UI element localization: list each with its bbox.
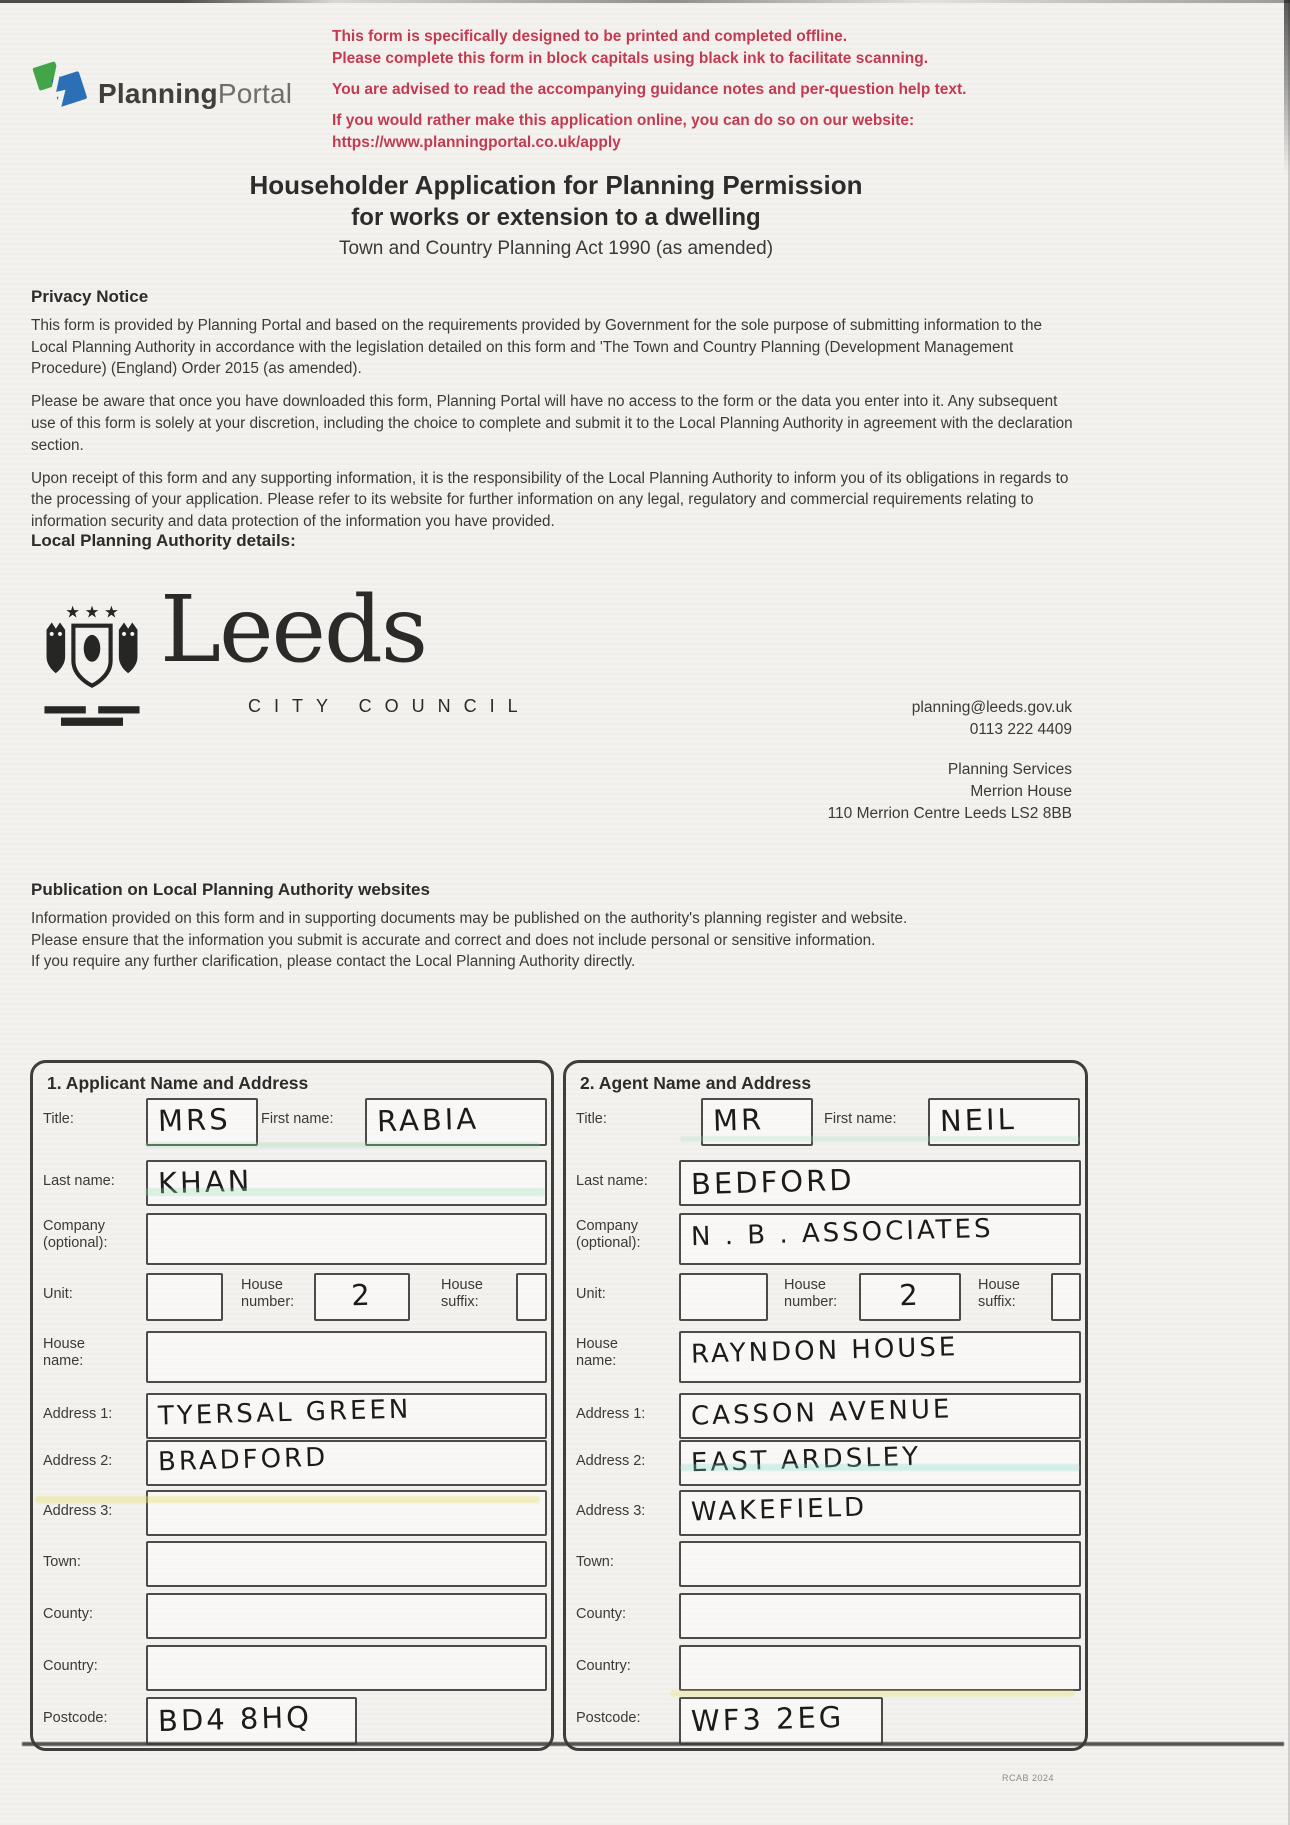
agent-company-field[interactable] [679, 1213, 1081, 1265]
label-line: House [978, 1277, 1020, 1293]
scan-artifact [670, 1690, 1075, 1697]
field-label-town: Town: [43, 1554, 81, 1570]
field-label-house-number [784, 1277, 837, 1311]
planning-portal-wordmark [98, 78, 292, 110]
leeds-crest-icon [30, 598, 154, 738]
handwritten-value: BD4 8HQ [157, 1699, 313, 1739]
field-label-first-name: First name: [261, 1111, 334, 1127]
privacy-paragraph: Please be aware that once you have downloaded this form, Planning Portal will have no access to the form or the data you enter into it. Any subsequent use of this form is solely at your discretion, including the choice to complete and submit it to the Local Planning Authority in agreement with the declaration section. [31, 393, 1073, 454]
field-label-house-suffix [978, 1277, 1020, 1311]
agent-section [563, 1060, 1088, 1751]
notice-line: Please complete this form in block capitals using black ink to facilitate scanning. [332, 50, 929, 67]
applicant-address2-field[interactable] [146, 1440, 547, 1486]
brand-light: Portal [217, 78, 293, 109]
brand-bold: Planning [98, 78, 218, 109]
handwritten-value: MRS [157, 1101, 232, 1139]
planning-portal-logo-icon [28, 52, 94, 122]
field-label-address3: Address 3: [43, 1503, 113, 1519]
agent-address2-field[interactable] [679, 1440, 1081, 1486]
applicant-house-suffix-field[interactable] [516, 1273, 547, 1321]
label-line: House [241, 1277, 283, 1293]
field-label-postcode: Postcode: [43, 1710, 108, 1726]
title-line-3: Town and Country Planning Act 1990 (as amended) [338, 238, 774, 259]
publication-line: Please ensure that the information you submit is accurate and correct and does not include personal or sensitive information. [31, 931, 876, 949]
apply-online-url: https://www.planningportal.co.uk/apply [332, 134, 621, 151]
field-label-country: Country: [576, 1658, 631, 1674]
lpa-address-line: Merrion House [970, 783, 1072, 800]
label-line: Company [43, 1218, 106, 1234]
privacy-paragraph: Upon receipt of this form and any supporting information, it is the responsibility of the Local Planning Authority to inform you of its obligations in regards to the processing of your application. Please refer to its website for further information on any legal, regulatory and commercial requirements relating to information security and data protection of the information you have provided. [31, 469, 1069, 531]
field-label-unit: Unit: [576, 1286, 606, 1302]
field-label-house-name [576, 1336, 618, 1370]
field-label-last-name: Last name: [576, 1173, 648, 1189]
agent-last-name-field[interactable] [679, 1160, 1081, 1206]
field-label-address3: Address 3: [576, 1503, 646, 1519]
handwritten-value: RAYNDON HOUSE [690, 1332, 959, 1370]
scan-artifact [145, 1142, 540, 1148]
applicant-county-field[interactable] [146, 1593, 547, 1639]
label-line: (optional): [43, 1235, 108, 1251]
agent-house-suffix-field[interactable] [1051, 1273, 1081, 1321]
lpa-details-heading: Local Planning Authority details: [31, 531, 296, 550]
field-label-company [43, 1218, 107, 1252]
lpa-address-line: Planning Services [947, 761, 1072, 778]
field-label-house-suffix [441, 1277, 483, 1311]
handwritten-value: BRADFORD [157, 1442, 329, 1478]
form-code: RCAB 2024 [1002, 1773, 1055, 1783]
publication-line: If you require any further clarification, please contact the Local Planning Authority directly. [31, 953, 636, 971]
agent-country-field[interactable] [679, 1645, 1081, 1691]
applicant-town-field[interactable] [146, 1541, 547, 1587]
handwritten-value: N . B . ASSOCIATES [690, 1213, 994, 1253]
label-line: number: [784, 1294, 838, 1310]
scan-artifact [0, 0, 1290, 3]
agent-address3-field[interactable] [679, 1490, 1081, 1536]
applicant-section [30, 1060, 554, 1751]
handwritten-value: WF3 2EG [690, 1699, 845, 1739]
lpa-email: planning@leeds.gov.uk [911, 699, 1072, 716]
handwritten-value: MR [712, 1102, 765, 1138]
document-title [0, 170, 1112, 260]
offline-notice-block [332, 26, 1062, 154]
applicant-company-field[interactable] [146, 1213, 547, 1265]
applicant-country-field[interactable] [146, 1645, 547, 1691]
notice-line: You are advised to read the accompanying guidance notes and per-question help text. [332, 81, 967, 98]
label-line: House [576, 1336, 618, 1352]
title-line-1: Householder Application for Planning Permission [249, 170, 863, 200]
applicant-postcode-field[interactable] [146, 1697, 357, 1745]
notice-line: This form is specifically designed to be printed and completed offline. [332, 28, 848, 45]
field-label-company [576, 1218, 640, 1252]
label-line: House [43, 1336, 85, 1352]
planning-portal-logo [28, 52, 318, 138]
applicant-house-name-field[interactable] [146, 1331, 547, 1383]
agent-town-field[interactable] [679, 1541, 1081, 1587]
lpa-phone: 0113 222 4409 [969, 721, 1072, 738]
handwritten-value: WAKEFIELD [690, 1492, 868, 1528]
leeds-council-logo [30, 576, 531, 743]
applicant-unit-field[interactable] [146, 1273, 223, 1321]
scan-artifact [680, 1136, 1080, 1142]
handwritten-value: CASSON AVENUE [690, 1394, 953, 1432]
applicant-house-number-field[interactable] [314, 1273, 410, 1321]
field-label-address2: Address 2: [576, 1453, 646, 1469]
publication-line: Information provided on this form and in supporting documents may be published on the authority's planning register and website. [31, 909, 908, 927]
field-label-last-name: Last name: [43, 1173, 115, 1189]
scan-artifact [35, 1496, 540, 1503]
publication-section [31, 879, 1079, 973]
label-line: suffix: [441, 1294, 479, 1310]
field-label-title: Title: [576, 1111, 607, 1127]
agent-house-name-field[interactable] [679, 1331, 1081, 1383]
field-label-county: County: [43, 1606, 93, 1622]
title-line-2: for works or extension to a dwelling [351, 204, 761, 231]
privacy-notice-section [31, 286, 1079, 544]
handwritten-value: RABIA [376, 1101, 480, 1139]
leeds-wordmark: Leeds [160, 576, 427, 683]
agent-house-number-field[interactable] [859, 1273, 961, 1321]
agent-unit-field[interactable] [679, 1273, 768, 1321]
handwritten-value: KHAN [157, 1163, 253, 1201]
handwritten-value: 2 [898, 1277, 922, 1313]
field-label-county: County: [576, 1606, 626, 1622]
agent-heading: 2. Agent Name and Address [580, 1073, 812, 1093]
field-label-address1: Address 1: [576, 1406, 646, 1422]
lpa-contact-details [828, 697, 1072, 825]
label-line: suffix: [978, 1294, 1016, 1310]
handwritten-value: EAST ARDSLEY [690, 1441, 922, 1479]
agent-county-field[interactable] [679, 1593, 1081, 1639]
label-line: House [441, 1277, 483, 1293]
label-line: (optional): [576, 1235, 641, 1251]
field-label-town: Town: [576, 1554, 614, 1570]
handwritten-value: BEDFORD [690, 1162, 855, 1202]
label-line: number: [241, 1294, 295, 1310]
field-label-first-name: First name: [824, 1111, 897, 1127]
applicant-title-field[interactable] [146, 1098, 258, 1146]
lpa-address-line: 110 Merrion Centre Leeds LS2 8BB [827, 805, 1072, 822]
field-label-address2: Address 2: [43, 1453, 113, 1469]
label-line: House [784, 1277, 826, 1293]
field-label-house-name [43, 1336, 85, 1370]
field-label-country: Country: [43, 1658, 98, 1674]
handwritten-value: 2 [350, 1277, 374, 1313]
applicant-heading: 1. Applicant Name and Address [47, 1073, 309, 1093]
label-line: Company [576, 1218, 639, 1234]
privacy-paragraph: This form is provided by Planning Portal and based on the requirements provided by Government for the sole purpose of submitting information to the Local Planning Authority in accordance with the legislation detailed on this form and 'The Town and Country Planning (Development Management Procedure) (England) Order 2015 (as amended). [31, 316, 1042, 378]
svg-text:★ ★ ★: ★ ★ ★ [65, 602, 119, 622]
agent-address1-field[interactable] [679, 1393, 1081, 1439]
privacy-heading: Privacy Notice [31, 287, 149, 306]
applicant-address1-field[interactable] [146, 1393, 547, 1439]
applicant-last-name-field[interactable] [146, 1160, 547, 1206]
label-line: name: [576, 1353, 617, 1369]
scan-artifact [680, 1464, 1080, 1471]
publication-heading: Publication on Local Planning Authority websites [31, 880, 430, 899]
field-label-postcode: Postcode: [576, 1710, 641, 1726]
field-label-house-number [241, 1277, 294, 1311]
notice-line: If you would rather make this application online, you can do so on our website: [332, 112, 915, 129]
scan-artifact [145, 1188, 545, 1196]
scan-artifact [22, 1742, 1284, 1746]
handwritten-value: TYERSAL GREEN [157, 1394, 412, 1432]
agent-postcode-field[interactable] [679, 1697, 883, 1745]
field-label-address1: Address 1: [43, 1406, 113, 1422]
handwritten-value: NEIL [939, 1101, 1018, 1139]
leeds-city-council-label: CITY COUNCIL [248, 696, 531, 716]
field-label-title: Title: [43, 1111, 74, 1127]
field-label-unit: Unit: [43, 1286, 73, 1302]
label-line: name: [43, 1353, 84, 1369]
applicant-first-name-field[interactable] [365, 1098, 547, 1146]
